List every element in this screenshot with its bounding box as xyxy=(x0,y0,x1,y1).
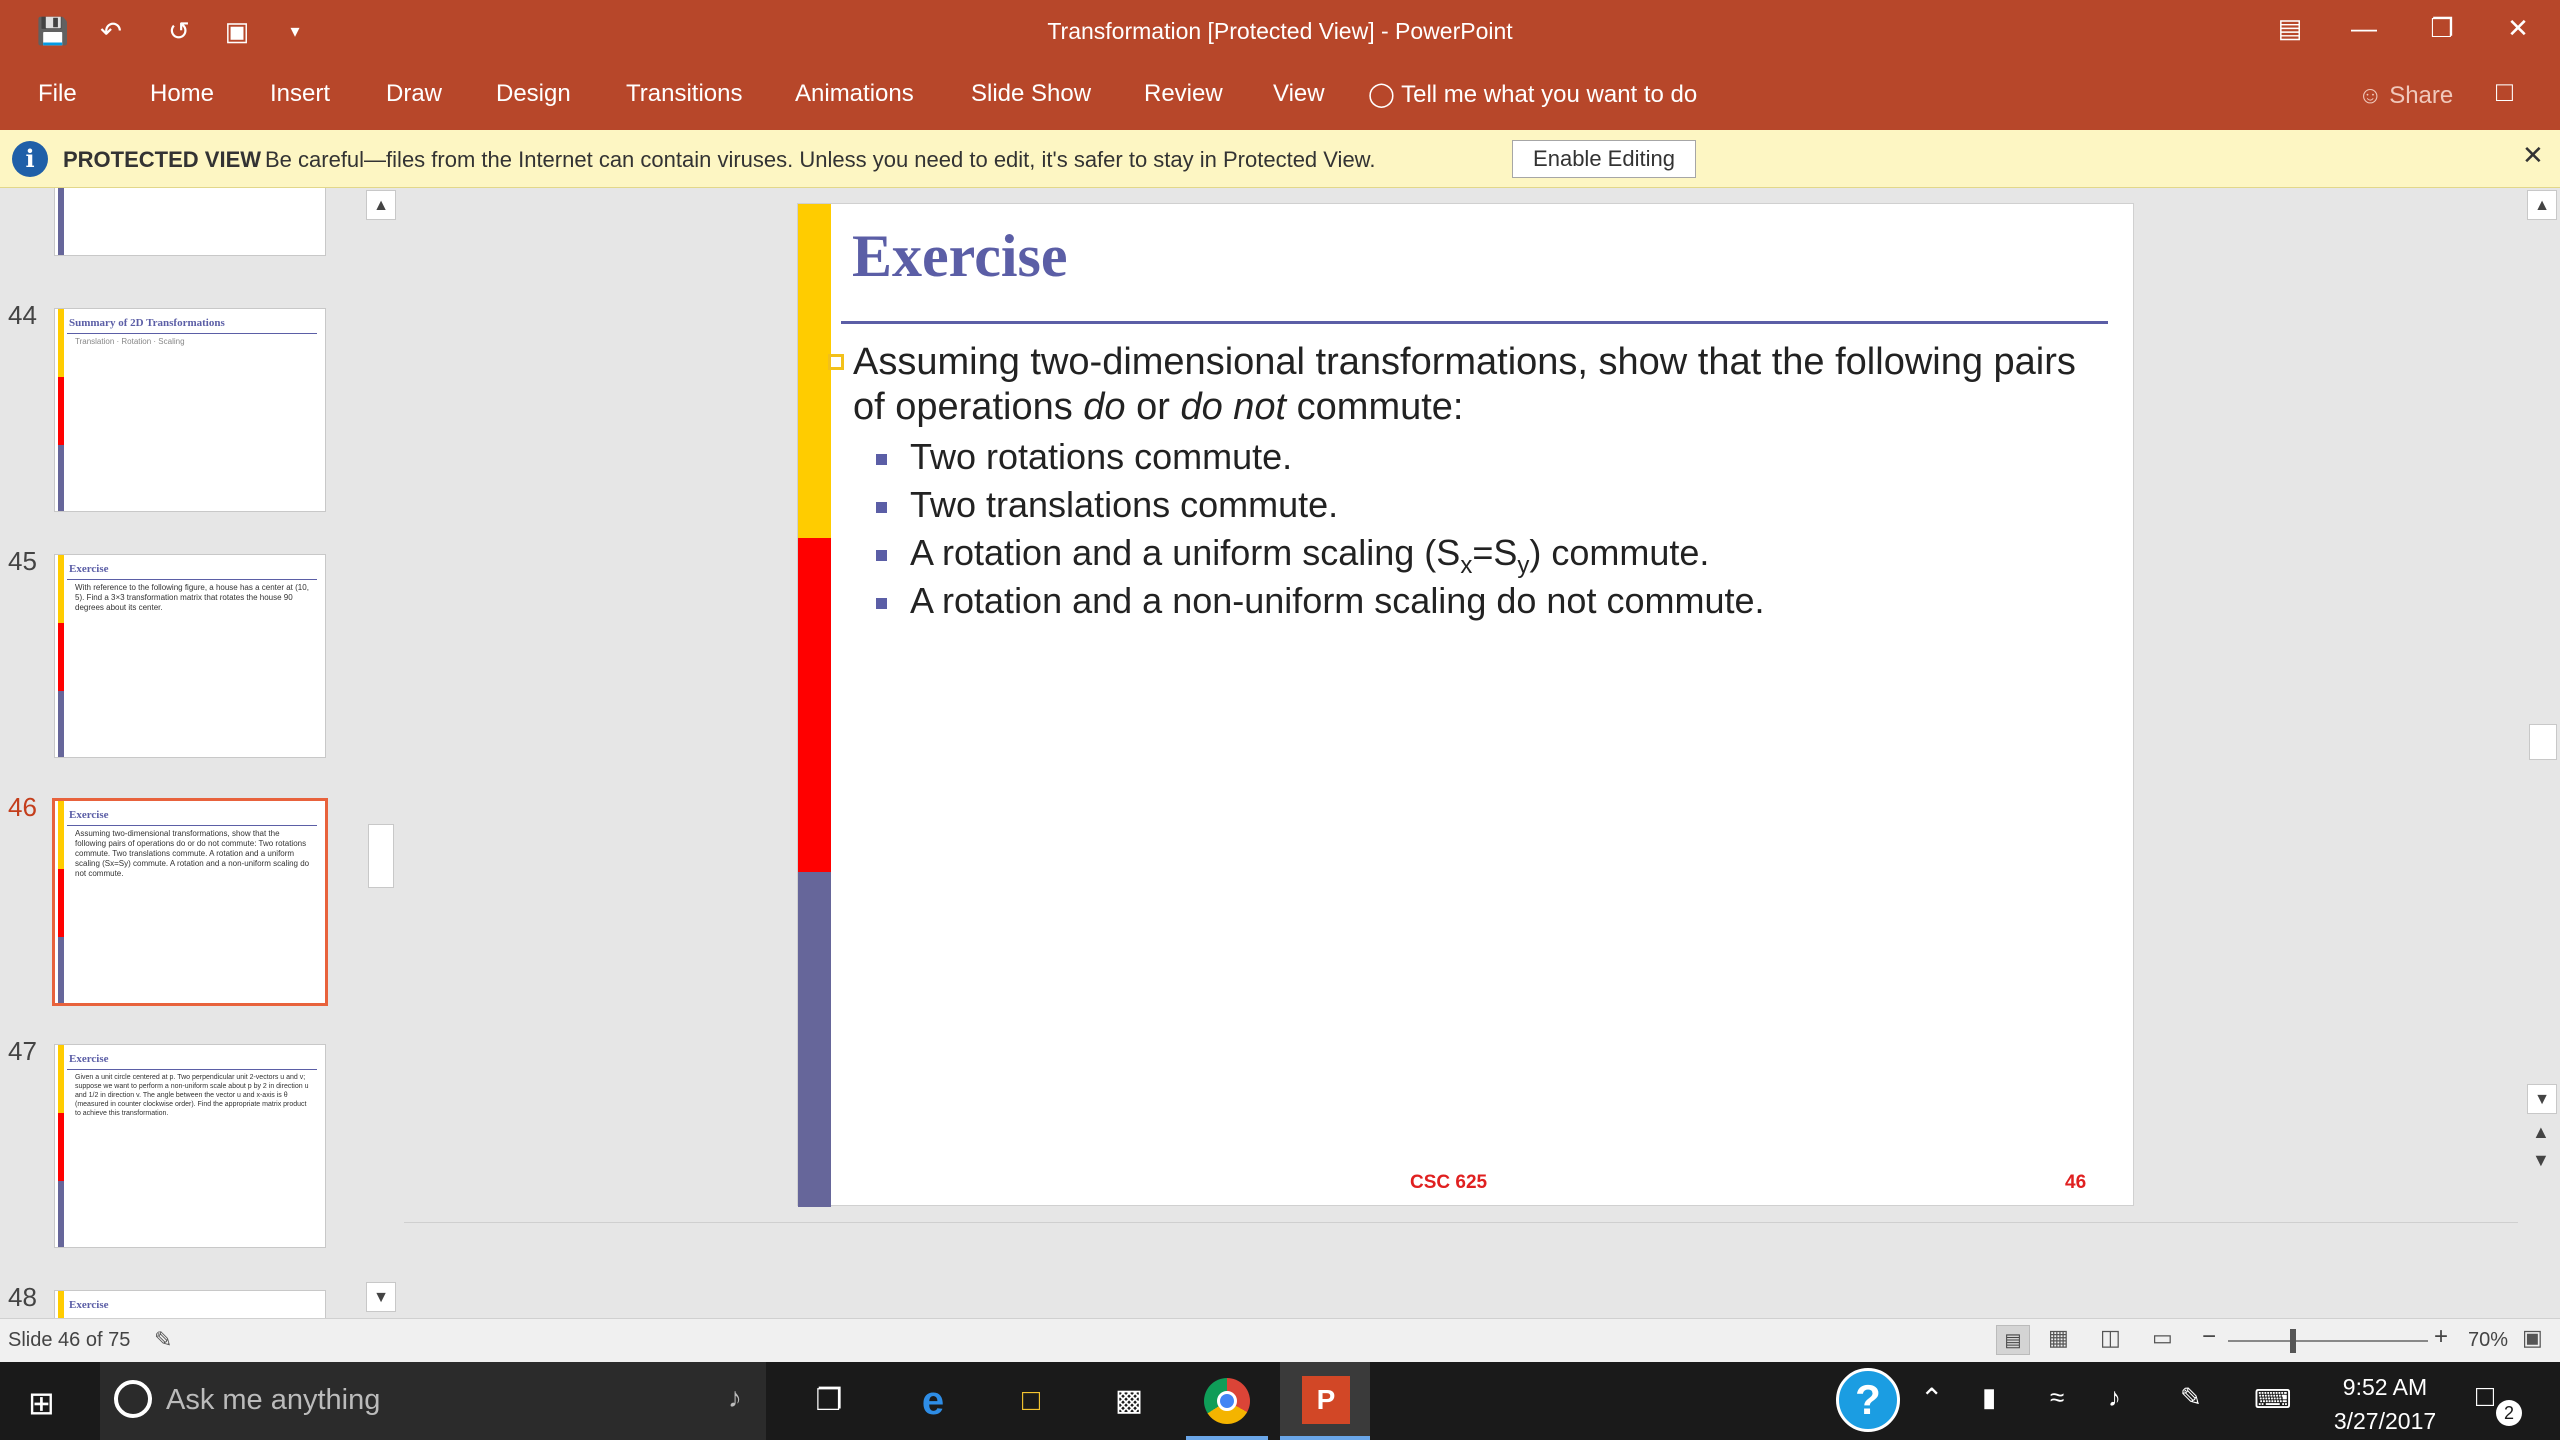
thumb-color-bar xyxy=(58,309,64,377)
thumb-title: Summary of 2D Transformations xyxy=(69,317,225,329)
thumb-color-bar xyxy=(58,801,64,869)
thumbnail-scrollbar[interactable] xyxy=(364,188,398,1318)
thumb-color-bar xyxy=(58,445,64,512)
square-bullet-icon xyxy=(876,454,887,465)
slide-color-bar-yellow xyxy=(798,204,831,538)
scroll-down-icon[interactable]: ▼ xyxy=(366,1282,396,1312)
sub-bullet-2 xyxy=(910,484,1338,526)
active-app-indicator xyxy=(1186,1436,1268,1440)
restore-button[interactable]: ❐ xyxy=(2430,13,2454,43)
cortana-icon xyxy=(114,1380,152,1418)
previous-slide-icon[interactable]: ▲ xyxy=(2532,1122,2550,1142)
zoom-level[interactable]: 70% xyxy=(2468,1329,2509,1351)
thumb-color-bar xyxy=(58,377,64,445)
zoom-slider-track[interactable] xyxy=(2228,1340,2428,1342)
ribbon-tabs xyxy=(0,62,2560,130)
store-icon[interactable]: ▩ xyxy=(1114,1384,1144,1417)
battery-icon[interactable]: ▮ xyxy=(1982,1382,1997,1412)
presentation-start-icon[interactable]: ▣ xyxy=(224,16,250,46)
thumb-text: With reference to the following figure, a house has a center at (10, 5). Find a 3×3 transformation matrix that rotates the house 90 degrees about its center. xyxy=(75,583,309,612)
tab-draw[interactable]: Draw xyxy=(386,80,443,107)
powerpoint-icon: P xyxy=(1302,1376,1350,1424)
clock-time: 9:52 AM xyxy=(2342,1374,2428,1400)
thumb-color-bar xyxy=(58,555,64,623)
touch-keyboard-icon[interactable]: ⌨ xyxy=(2254,1384,2292,1414)
main-bullet-text-3: commute: xyxy=(1286,386,1464,428)
thumb-rule xyxy=(67,333,317,334)
main-bullet-em-do-not: do not xyxy=(1180,386,1287,428)
title-bar xyxy=(0,0,2560,62)
thumb-text: Translation · Rotation · Scaling xyxy=(75,337,185,346)
thumb-rule xyxy=(67,825,317,826)
show-hidden-icons-icon[interactable]: ⌃ xyxy=(1920,1383,1944,1414)
share-label: Share xyxy=(2389,82,2454,109)
slide-color-bar-purple xyxy=(798,872,831,1207)
share-button[interactable] xyxy=(2358,82,2453,110)
comments-icon[interactable]: □ xyxy=(2496,76,2513,107)
ribbon-display-options-icon[interactable]: ▤ xyxy=(2277,13,2303,43)
protected-view-bar xyxy=(0,130,2560,188)
enable-editing-button[interactable]: Enable Editing xyxy=(1512,140,1696,178)
undo-icon[interactable]: ↶ xyxy=(100,16,122,46)
slide-number-44: 44 xyxy=(8,300,37,330)
slide-number-48: 48 xyxy=(8,1282,37,1312)
thumb-color-bar xyxy=(58,1291,64,1318)
scroll-thumb[interactable] xyxy=(368,824,394,888)
main-bullet xyxy=(853,340,2103,430)
slide-thumbnail-45[interactable] xyxy=(54,554,326,758)
slide-number-47: 47 xyxy=(8,1036,37,1066)
thumb-color-bar xyxy=(58,623,64,691)
slide-canvas[interactable] xyxy=(797,203,2134,1206)
clock-date: 3/27/2017 xyxy=(2333,1408,2437,1434)
slide-number-45: 45 xyxy=(8,546,37,576)
subscript-x: x xyxy=(1460,552,1473,580)
sub-bullet-text: Two rotations commute. xyxy=(910,436,1293,477)
customize-qat-icon[interactable]: ▾ xyxy=(290,21,300,41)
task-view-icon[interactable]: ❐ xyxy=(815,1384,843,1417)
powerpoint-taskbar-button[interactable] xyxy=(1280,1362,1370,1440)
square-bullet-icon xyxy=(876,550,887,561)
zoom-in-icon[interactable]: + xyxy=(2434,1323,2449,1350)
thumb-title: Exercise xyxy=(69,809,109,821)
volume-icon[interactable]: ♪ xyxy=(2108,1382,2121,1412)
window-title: Transformation [Protected View] - PowerPoint xyxy=(1047,18,1513,44)
slide-thumbnail-47[interactable] xyxy=(54,1044,326,1248)
thumb-title: Exercise xyxy=(69,1053,109,1065)
slide-show-icon[interactable]: ▭ xyxy=(2152,1325,2173,1350)
notes-divider xyxy=(404,1222,2518,1223)
main-bullet-text-2: or xyxy=(1125,386,1181,428)
windows-start-icon[interactable]: ⊞ xyxy=(28,1385,55,1421)
save-icon[interactable]: 💾 xyxy=(36,16,70,46)
tab-design[interactable]: Design xyxy=(496,80,571,107)
zoom-slider-thumb[interactable] xyxy=(2290,1329,2296,1353)
slide-thumbnail-44[interactable] xyxy=(54,308,326,512)
chrome-logo-center xyxy=(1217,1391,1237,1411)
close-button[interactable]: ✕ xyxy=(2507,13,2529,43)
thumb-rule xyxy=(67,1069,317,1070)
scroll-up-icon[interactable]: ▲ xyxy=(366,190,396,220)
next-slide-icon[interactable]: ▼ xyxy=(2532,1150,2550,1170)
sub-bullet-text: A rotation and a uniform scaling (S xyxy=(910,532,1461,573)
thumb-title: Exercise xyxy=(69,1299,109,1311)
tab-review[interactable]: Review xyxy=(1144,80,1223,107)
sub-bullet-4 xyxy=(910,580,1765,622)
thumb-color-bar xyxy=(58,937,64,1006)
cortana-search-box[interactable] xyxy=(100,1362,766,1440)
protected-view-message: Be careful—files from the Internet can contain viruses. Unless you need to edit, it's safer to stay in Protected View. xyxy=(265,147,1376,172)
person-icon: ☺ xyxy=(2358,82,2383,109)
slide-thumbnail-pane xyxy=(0,188,400,1318)
microphone-icon[interactable]: ♪ xyxy=(728,1382,742,1413)
slide-sorter-icon[interactable]: ▦ xyxy=(2048,1325,2069,1350)
close-icon[interactable]: ✕ xyxy=(2522,140,2544,170)
slide-title: Exercise xyxy=(852,223,1068,289)
tab-transitions[interactable]: Transitions xyxy=(626,80,743,107)
info-icon: i xyxy=(12,141,48,177)
thumb-rule xyxy=(67,579,317,580)
taskbar-clock[interactable] xyxy=(2310,1370,2460,1438)
thumb-color-bar xyxy=(58,1113,64,1181)
tell-me-label: Tell me what you want to do xyxy=(1401,81,1698,108)
hollow-square-bullet-icon xyxy=(828,354,844,370)
slide-color-bar-red xyxy=(798,538,831,872)
thumb-color-bar xyxy=(58,188,64,256)
thumb-title: Exercise xyxy=(69,563,109,575)
active-app-indicator xyxy=(1280,1436,1370,1440)
slide-footer-number: 46 xyxy=(2065,1172,2087,1193)
scroll-thumb[interactable] xyxy=(2529,724,2557,760)
sub-bullet-text: =S xyxy=(1472,532,1518,573)
lightbulb-icon: ◯ xyxy=(1368,81,1395,108)
scroll-up-icon[interactable]: ▲ xyxy=(2527,190,2557,220)
help-icon[interactable]: ? xyxy=(1836,1368,1900,1432)
normal-view-icon[interactable]: ▤ xyxy=(1996,1325,2030,1355)
slide-scrollbar[interactable] xyxy=(2524,188,2560,1318)
zoom-out-icon[interactable]: − xyxy=(2202,1323,2217,1350)
thumb-color-bar xyxy=(58,1045,64,1113)
windows-taskbar xyxy=(0,1362,2560,1440)
scroll-down-icon[interactable]: ▼ xyxy=(2527,1084,2557,1114)
thumb-text: Given a unit circle centered at p. Two perpendicular unit 2-vectors u and v; suppose we want to perform a non-uniform scale about p by 2 in direction u and 1/2 in direction v. The angle between the vector u and x-axis is θ (measured in counter clockwise order). Find the appropriate matrix product to achieve this transformation. xyxy=(75,1074,309,1117)
sub-bullet-1 xyxy=(910,436,1292,478)
subscript-y: y xyxy=(1517,552,1530,580)
thumb-color-bar xyxy=(58,691,64,758)
sub-bullet-text: ) commute. xyxy=(1529,532,1710,573)
main-bullet-text-1: Assuming two-dimensional transformations, show that the following pairs of operations xyxy=(853,341,2076,428)
file-explorer-icon[interactable]: □ xyxy=(1021,1384,1041,1417)
spelling-check-icon[interactable]: ✎ xyxy=(154,1327,173,1352)
thumb-color-bar xyxy=(58,869,64,937)
tab-view[interactable]: View xyxy=(1273,80,1325,107)
square-bullet-icon xyxy=(876,502,887,513)
status-bar xyxy=(0,1318,2560,1362)
search-placeholder: Ask me anything xyxy=(166,1384,381,1416)
slide-number-46: 46 xyxy=(8,792,37,822)
tell-me-search[interactable] xyxy=(1368,80,1697,109)
tab-animations[interactable]: Animations xyxy=(795,80,914,107)
slide-counter: Slide 46 of 75 xyxy=(8,1329,131,1351)
tab-home[interactable]: Home xyxy=(150,80,215,107)
tab-slide-show[interactable]: Slide Show xyxy=(971,80,1092,107)
redo-icon[interactable]: ↺ xyxy=(168,16,190,46)
thumb-text: Assuming two-dimensional transformations, show that the following pairs of operations do or do not commute: Two rotations commute. Two translations commute. A rotation and a uniform scaling (Sx=Sy) commute. A rotation and a non-uniform scaling do not commute. xyxy=(75,829,310,878)
sub-bullet-text: Two translations commute. xyxy=(910,484,1339,525)
reading-view-icon[interactable]: ◫ xyxy=(2100,1325,2121,1350)
fit-to-window-icon[interactable]: ▣ xyxy=(2522,1325,2543,1350)
chrome-icon[interactable] xyxy=(1198,1372,1256,1430)
protected-view-label: PROTECTED VIEW xyxy=(63,147,262,172)
square-bullet-icon xyxy=(876,598,887,609)
slide-thumbnail-43[interactable] xyxy=(54,188,326,256)
thumb-color-bar xyxy=(58,1181,64,1248)
slide-footer-course: CSC 625 xyxy=(1410,1172,1488,1193)
title-underline xyxy=(841,321,2108,324)
main-bullet-em-do: do xyxy=(1083,386,1126,428)
sub-bullet-text: A rotation and a non-uniform scaling do not commute. xyxy=(910,580,1765,621)
tab-insert[interactable]: Insert xyxy=(270,80,331,107)
sub-bullet-3 xyxy=(910,532,1709,580)
slide-thumbnail-46[interactable] xyxy=(52,798,328,1006)
wifi-icon[interactable]: ≈ xyxy=(2050,1382,2065,1412)
pen-workspace-icon[interactable]: ✎ xyxy=(2180,1382,2202,1412)
slide-thumbnail-48[interactable] xyxy=(54,1290,326,1318)
notification-count-badge: 2 xyxy=(2496,1400,2522,1426)
edge-browser-icon[interactable]: e xyxy=(921,1379,945,1423)
minimize-button[interactable]: — xyxy=(2351,13,2377,43)
action-center-icon[interactable]: □ xyxy=(2476,1380,2495,1413)
tab-file[interactable]: File xyxy=(38,80,77,107)
